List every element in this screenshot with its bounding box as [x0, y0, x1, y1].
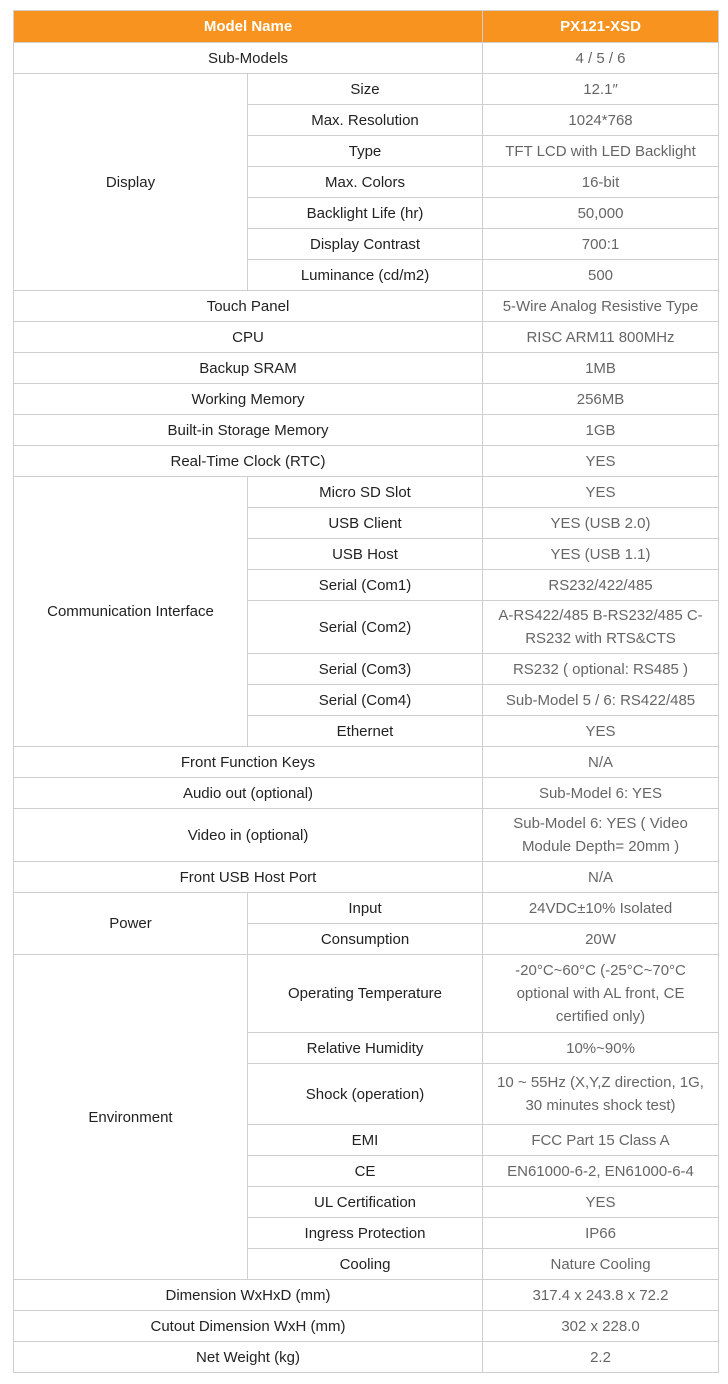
- row-value: RS232/422/485: [483, 570, 719, 601]
- row-value: YES (USB 1.1): [483, 539, 719, 570]
- row-value: 20W: [483, 924, 719, 955]
- table-row: [14, 778, 719, 809]
- row-label: Max. Colors: [248, 167, 483, 198]
- table-row: [14, 747, 719, 778]
- row-label: Cooling: [248, 1249, 483, 1280]
- table-row: [14, 955, 719, 1033]
- row-value: A-RS422/485 B-RS232/485 C-RS232 with RTS&CTS: [483, 601, 719, 654]
- row-value: 4 / 5 / 6: [483, 43, 719, 74]
- spec-table: [13, 10, 719, 1373]
- row-label: Working Memory: [14, 384, 483, 415]
- table-row: [14, 1342, 719, 1373]
- row-label: Micro SD Slot: [248, 477, 483, 508]
- row-label: Backlight Life (hr): [248, 198, 483, 229]
- row-value: 12.1″: [483, 74, 719, 105]
- row-label: Touch Panel: [14, 291, 483, 322]
- row-value: YES: [483, 477, 719, 508]
- group-label-power: Power: [14, 893, 248, 955]
- header-label: Model Name: [14, 11, 483, 43]
- row-value: FCC Part 15 Class A: [483, 1125, 719, 1156]
- row-value: YES: [483, 446, 719, 477]
- row-value: 500: [483, 260, 719, 291]
- table-row: [14, 415, 719, 446]
- row-value: TFT LCD with LED Backlight: [483, 136, 719, 167]
- spec-table-container: [13, 10, 718, 1373]
- row-label: Real-Time Clock (RTC): [14, 446, 483, 477]
- table-row: [14, 291, 719, 322]
- row-value: RISC ARM11 800MHz: [483, 322, 719, 353]
- row-value: 50,000: [483, 198, 719, 229]
- row-label: Serial (Com2): [248, 601, 483, 654]
- row-label: Sub-Models: [14, 43, 483, 74]
- row-label: Backup SRAM: [14, 353, 483, 384]
- row-label: Input: [248, 893, 483, 924]
- row-label: UL Certification: [248, 1187, 483, 1218]
- table-row: [14, 1280, 719, 1311]
- row-label: Serial (Com4): [248, 685, 483, 716]
- row-label: USB Client: [248, 508, 483, 539]
- row-label: Built-in Storage Memory: [14, 415, 483, 446]
- row-label: Front Function Keys: [14, 747, 483, 778]
- row-value: Sub-Model 6: YES: [483, 778, 719, 809]
- row-label: Serial (Com1): [248, 570, 483, 601]
- row-label: Luminance (cd/m2): [248, 260, 483, 291]
- table-row: [14, 322, 719, 353]
- row-value: -20°C~60°C (-25°C~70°C optional with AL front, CE certified only): [483, 955, 719, 1033]
- row-value: YES: [483, 716, 719, 747]
- table-row: [14, 1311, 719, 1342]
- row-value: N/A: [483, 747, 719, 778]
- row-label: Ethernet: [248, 716, 483, 747]
- row-label: CPU: [14, 322, 483, 353]
- row-value: 1MB: [483, 353, 719, 384]
- row-label: Ingress Protection: [248, 1218, 483, 1249]
- row-value: 5-Wire Analog Resistive Type: [483, 291, 719, 322]
- row-label: Cutout Dimension WxH (mm): [14, 1311, 483, 1342]
- row-value: N/A: [483, 862, 719, 893]
- table-header-row: [14, 11, 719, 43]
- row-label: Consumption: [248, 924, 483, 955]
- table-row: [14, 862, 719, 893]
- row-label: CE: [248, 1156, 483, 1187]
- row-label: Operating Temperature: [248, 955, 483, 1033]
- row-value: 2.2: [483, 1342, 719, 1373]
- row-label: Audio out (optional): [14, 778, 483, 809]
- row-label: EMI: [248, 1125, 483, 1156]
- row-label: Serial (Com3): [248, 654, 483, 685]
- row-label: Shock (operation): [248, 1064, 483, 1125]
- row-value: Nature Cooling: [483, 1249, 719, 1280]
- row-value: 10%~90%: [483, 1033, 719, 1064]
- row-value: 700:1: [483, 229, 719, 260]
- row-value: 302 x 228.0: [483, 1311, 719, 1342]
- row-value: 16-bit: [483, 167, 719, 198]
- header-model-value: PX121-XSD: [483, 11, 719, 43]
- row-value: 10 ~ 55Hz (X,Y,Z direction, 1G, 30 minutes shock test): [483, 1064, 719, 1125]
- row-label: Size: [248, 74, 483, 105]
- row-value: 1024*768: [483, 105, 719, 136]
- table-row: [14, 809, 719, 862]
- row-value: YES (USB 2.0): [483, 508, 719, 539]
- row-value: 317.4 x 243.8 x 72.2: [483, 1280, 719, 1311]
- group-label-display: Display: [14, 74, 248, 291]
- row-label: Max. Resolution: [248, 105, 483, 136]
- row-value: EN61000-6-2, EN61000-6-4: [483, 1156, 719, 1187]
- row-label: Net Weight (kg): [14, 1342, 483, 1373]
- row-label: USB Host: [248, 539, 483, 570]
- row-value: 24VDC±10% Isolated: [483, 893, 719, 924]
- table-row: [14, 74, 719, 105]
- row-value: RS232 ( optional: RS485 ): [483, 654, 719, 685]
- row-label: Relative Humidity: [248, 1033, 483, 1064]
- row-label: Front USB Host Port: [14, 862, 483, 893]
- table-row: [14, 384, 719, 415]
- table-row: [14, 446, 719, 477]
- table-row: [14, 353, 719, 384]
- row-value: Sub-Model 5 / 6: RS422/485: [483, 685, 719, 716]
- row-value: YES: [483, 1187, 719, 1218]
- row-label: Dimension WxHxD (mm): [14, 1280, 483, 1311]
- table-row: [14, 477, 719, 508]
- row-value: IP66: [483, 1218, 719, 1249]
- row-label: Video in (optional): [14, 809, 483, 862]
- row-value: Sub-Model 6: YES ( Video Module Depth= 20mm ): [483, 809, 719, 862]
- table-row: [14, 893, 719, 924]
- row-value: 256MB: [483, 384, 719, 415]
- table-row: [14, 43, 719, 74]
- group-label-communication: Communication Interface: [14, 477, 248, 747]
- group-label-environment: Environment: [14, 955, 248, 1280]
- row-value: 1GB: [483, 415, 719, 446]
- row-label: Type: [248, 136, 483, 167]
- row-label: Display Contrast: [248, 229, 483, 260]
